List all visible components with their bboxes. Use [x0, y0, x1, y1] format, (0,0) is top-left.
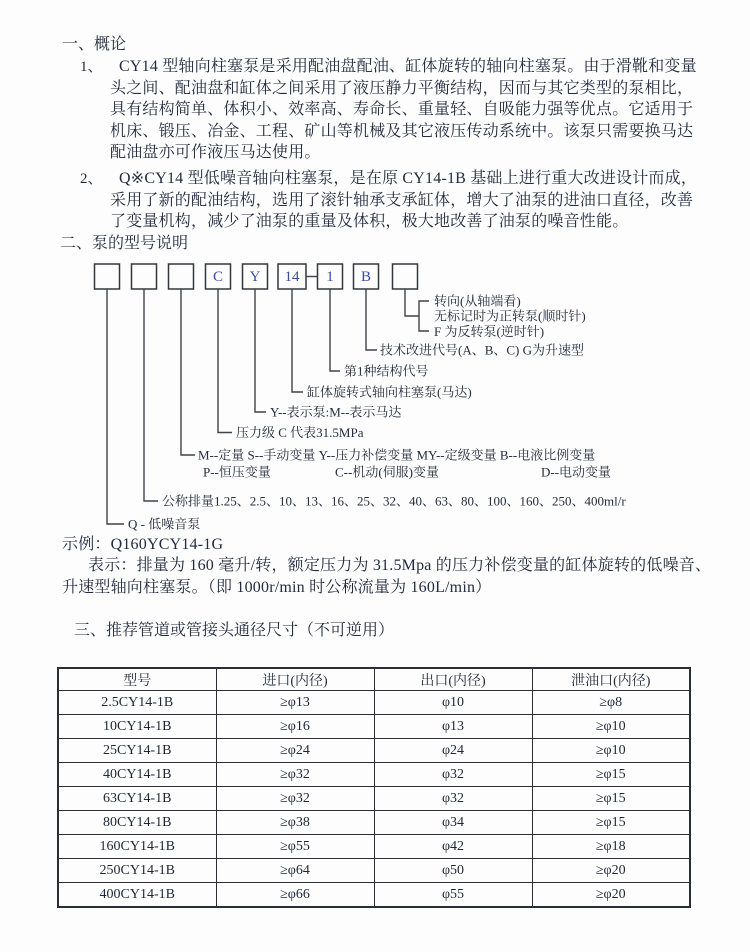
example-description-line: 表示：排量为 160 毫升/转，额定压力为 31.5Mpa 的压力补偿变量的缸体旋转的低噪音、 [88, 557, 712, 574]
table-row [58, 859, 690, 883]
model-code-box [95, 264, 120, 289]
diagram-connector [107, 289, 124, 524]
table-cell: φ50 [374, 859, 532, 883]
diagram-connector [366, 289, 377, 350]
model-code-letter: 14 [284, 269, 300, 285]
diagram-label-pump-type: 缸体旋转式轴向柱塞泵(马达) [307, 384, 472, 400]
diagram-connector [405, 289, 419, 316]
table-cell: ≥φ38 [216, 811, 374, 835]
table-cell: ≥φ66 [216, 883, 374, 908]
table-cell: φ42 [374, 835, 532, 859]
table-cell: ≥φ55 [216, 835, 374, 859]
diagram-label-direction-default: 无标记时为正转泵(顺时针) [434, 308, 586, 324]
table-cell: φ13 [374, 715, 532, 739]
table-cell: 80CY14-1B [58, 811, 216, 835]
model-code-letter: 1 [326, 269, 334, 285]
model-code-diagram [0, 255, 750, 540]
table-header-row [58, 668, 690, 691]
table-cell: φ34 [374, 811, 532, 835]
diagram-bracket [419, 301, 429, 331]
table-cell: φ10 [374, 691, 532, 715]
table-row [58, 811, 690, 835]
diagram-label-variants-1: M--定量 S--手动变量 Y--压力补偿变量 MY--定级变量 B--电液比例变量 [198, 447, 596, 463]
paragraph-line: 头之间、配油盘和缸体之间采用了液压静力平衡结构，因而与其它类型的泵相比， [110, 79, 694, 97]
diagram-label-direction: 转向(从轴端看) [434, 293, 521, 309]
diagram-connector [181, 289, 195, 455]
diagram-label-variant-c: C--机动(伺服)变量 [335, 464, 439, 480]
table-row [58, 883, 690, 908]
table-cell: ≥φ32 [216, 763, 374, 787]
table-cell: ≥φ20 [532, 859, 690, 883]
table-row [58, 739, 690, 763]
table-cell: ≥φ32 [216, 787, 374, 811]
diagram-label-direction-reverse: F 为反转泵(逆时针) [434, 324, 545, 339]
table-cell: 25CY14-1B [58, 739, 216, 763]
table-cell: ≥φ64 [216, 859, 374, 883]
paragraph-line: Q※CY14 型低噪音轴向柱塞泵，是在原 CY14-1B 基础上进行重大改进设计而成， [119, 170, 698, 187]
table-cell: 250CY14-1B [58, 859, 216, 883]
item2-number: 2、 [80, 171, 103, 187]
table-row [58, 835, 690, 859]
table-row [58, 715, 690, 739]
diagram-label-tech-code: 技术改进代号(A、B、C) G为升速型 [380, 342, 585, 358]
paragraph-line: 配油盘亦可作液压马达使用。 [110, 144, 321, 161]
example-description-line: 升速型轴向柱塞泵。（即 1000r/min 时公称流量为 160L/min） [62, 578, 492, 596]
table-cell: 2.5CY14-1B [58, 691, 216, 715]
diagram-label-variant-d: D--电动变量 [541, 464, 612, 480]
table-cell: ≥φ15 [532, 811, 690, 835]
table-header-cell: 出口(内径) [374, 668, 532, 691]
table-cell: 400CY14-1B [58, 883, 216, 908]
table-cell: ≥φ20 [532, 883, 690, 908]
table-cell: φ32 [374, 763, 532, 787]
table-cell: 40CY14-1B [58, 763, 216, 787]
table-header-cell: 泄油口(内径) [532, 668, 690, 691]
table-cell: 10CY14-1B [58, 715, 216, 739]
diagram-label-displacement: 公称排量1.25、2.5、10、13、16、25、32、40、63、80、100、160、250、400ml/r [162, 493, 626, 509]
table-row [58, 691, 690, 715]
diagram-connector [144, 289, 158, 501]
model-code-letter: Y [249, 269, 261, 285]
item1-number: 1、 [80, 59, 103, 75]
table-cell: ≥φ10 [532, 739, 690, 763]
table-cell: ≥φ15 [532, 763, 690, 787]
section2-heading: 二、泵的型号说明 [60, 235, 189, 252]
diagram-label-quiet-pump: Q - 低噪音泵 [128, 516, 201, 532]
table-cell: 160CY14-1B [58, 835, 216, 859]
diagram-label-structure-code: 第1种结构代号 [344, 363, 429, 379]
model-code-letter: B [360, 269, 372, 285]
paragraph-line: 具有结构简单、体积小、效率高、寿命长、重量轻、自吸能力强等优点。它适用于 [110, 101, 694, 118]
table-header-cell: 进口(内径) [216, 668, 374, 691]
table-row [58, 763, 690, 787]
example-model-line: 示例：Q160YCY14-1G [62, 536, 224, 553]
diagram-connector [330, 289, 340, 371]
table-cell: φ55 [374, 883, 532, 908]
table-cell: 63CY14-1B [58, 787, 216, 811]
table-cell: φ32 [374, 787, 532, 811]
section1-heading: 一、概论 [62, 36, 127, 53]
paragraph-line: 机床、锻压、冶金、工程、矿山等机械及其它液压传动系统中。该泵只需要换马达 [110, 122, 694, 140]
paragraph-line: 采用了新的配油结构，选用了滚针轴承支承缸体，增大了油泵的进油口直径，改善 [110, 191, 694, 209]
table-cell: ≥φ13 [216, 691, 374, 715]
model-code-box [132, 264, 157, 289]
section3-heading: 三、推荐管道或管接头通径尺寸（不可逆用） [74, 622, 395, 639]
diagram-connector [292, 289, 303, 392]
table-cell: φ24 [374, 739, 532, 763]
table-cell: ≥φ18 [532, 835, 690, 859]
table-header-cell: 型号 [58, 668, 216, 691]
diagram-connector [255, 289, 266, 412]
paragraph-line: 了变量机构，减少了油泵的重量及体积，极大地改善了油泵的噪音性能。 [110, 213, 629, 230]
model-code-box [169, 264, 194, 289]
diagram-label-pressure-class: 压力级 C 代表31.5MPa [236, 425, 364, 440]
table-cell: ≥φ15 [532, 787, 690, 811]
model-code-letter: C [212, 269, 224, 285]
model-code-box [393, 264, 418, 289]
table-body [58, 691, 690, 908]
table-cell: ≥φ24 [216, 739, 374, 763]
diagram-connector [218, 289, 232, 433]
diagram-label-variant-p: P--恒压变量 [203, 464, 271, 480]
table-cell: ≥φ10 [532, 715, 690, 739]
table-row [58, 787, 690, 811]
diagram-label-pump-or-motor: Y--表示泵:M--表示马达 [270, 404, 402, 420]
table-cell: ≥φ16 [216, 715, 374, 739]
pipe-size-table [57, 667, 691, 908]
paragraph-line: CY14 型轴向柱塞泵是采用配油盘配油、缸体旋转的轴向柱塞泵。由于滑靴和变量 [119, 58, 697, 75]
table-cell: ≥φ8 [532, 691, 690, 715]
